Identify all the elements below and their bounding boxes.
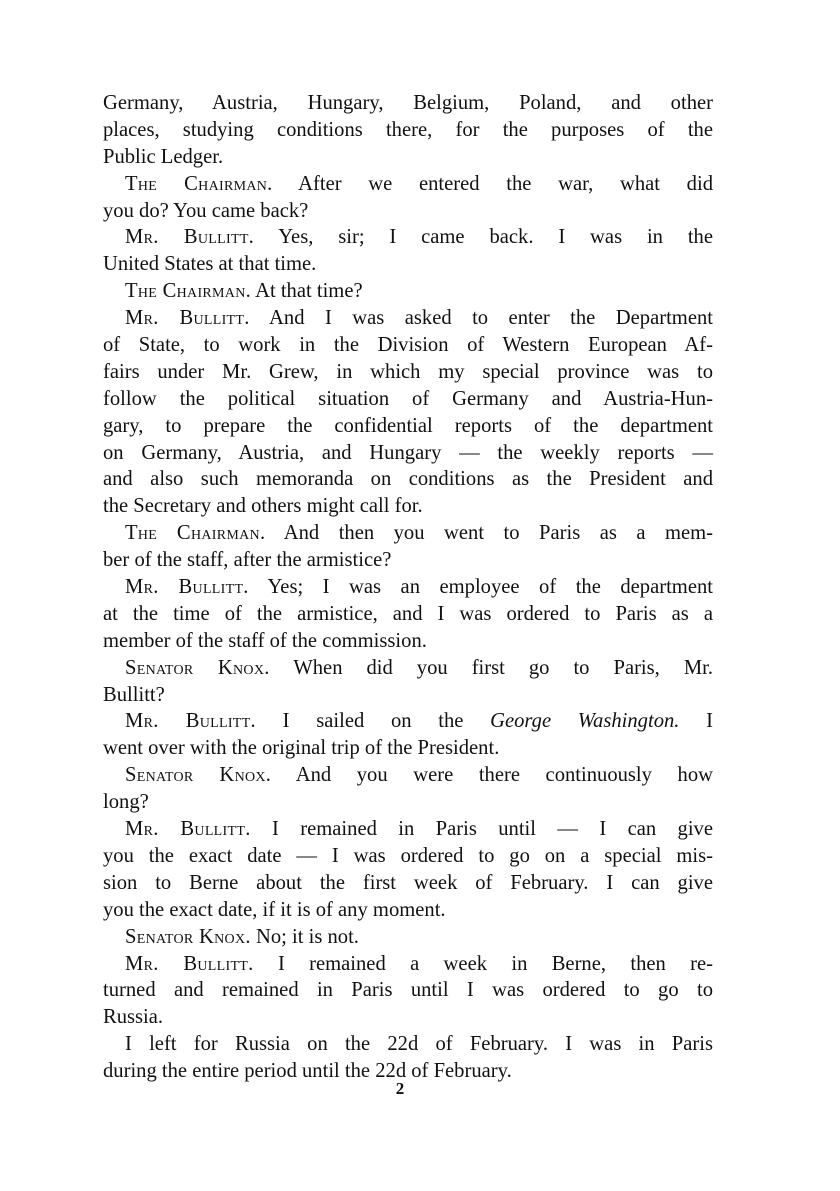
speaker-name: Senator Knox.	[125, 764, 272, 787]
speaker-name: Senator Knox.	[125, 656, 270, 679]
text-run: turned and remained in Paris until I was ordered to go to	[103, 979, 713, 1002]
text-run: And then you went to Paris as a mem-	[265, 522, 713, 545]
speaker-name: Mr. Bullitt.	[125, 307, 250, 330]
speaker-name: Mr. Bullitt.	[125, 952, 254, 975]
text-line	[103, 977, 713, 1004]
text-line	[103, 789, 713, 816]
text-run: you the exact date — I was ordered to go on a special mis-	[103, 844, 713, 867]
text-run: during the entire period until the 22d of February.	[103, 1060, 512, 1083]
text-line	[103, 1031, 713, 1058]
speaker-name: Mr. Bullitt.	[125, 818, 251, 841]
text-line	[103, 628, 713, 655]
text-run: you do? You came back?	[103, 199, 309, 222]
text-run: you the exact date, if it is of any moment.	[103, 898, 446, 921]
text-run: Public Ledger.	[103, 145, 224, 168]
text-run: I sailed on the	[255, 710, 491, 733]
text-run: I	[679, 710, 713, 733]
speaker-name: Mr. Bullitt.	[125, 226, 255, 249]
text-run: member of the staff of the commission.	[103, 629, 427, 652]
speaker-name: The Chairman.	[125, 522, 266, 545]
speaker-name: Mr. Bullitt.	[125, 710, 256, 733]
text-run: fairs under Mr. Grew, in which my special province was to	[103, 360, 713, 383]
ship-name: George Washington.	[490, 710, 680, 733]
text-line	[103, 843, 713, 870]
text-line	[103, 117, 713, 144]
text-line	[103, 547, 713, 574]
text-line	[103, 924, 713, 951]
text-run: Yes; I was an employee of the department	[248, 576, 713, 599]
body-text	[103, 90, 713, 1085]
text-run: Germany, Austria, Hungary, Belgium, Poland, and other	[103, 92, 713, 114]
text-run: I remained in Paris until — I can give	[250, 818, 713, 841]
text-line	[103, 762, 713, 789]
text-run: went over with the original trip of the President.	[103, 737, 500, 760]
text-run: follow the political situation of Germany and Austria-Hun-	[103, 387, 713, 410]
text-line	[103, 359, 713, 386]
text-run: Russia.	[103, 1006, 164, 1029]
text-run: places, studying conditions there, for the purposes of the	[103, 118, 713, 141]
text-run: United States at that time.	[103, 253, 317, 276]
text-run: After we entered the war, what did	[272, 172, 713, 195]
text-line	[103, 1004, 713, 1031]
page-number: 2	[395, 1079, 405, 1098]
text-line	[103, 951, 713, 978]
text-run: I left for Russia on the 22d of February. I was in Paris	[125, 1033, 713, 1056]
text-run: Bullitt?	[103, 683, 165, 706]
speaker-name: The Chairman.	[125, 172, 273, 195]
text-run: ber of the staff, after the armistice?	[103, 549, 392, 572]
text-line	[103, 816, 713, 843]
text-run: and also such memoranda on conditions as the President and	[103, 468, 713, 491]
text-line	[103, 870, 713, 897]
text-line	[103, 171, 713, 198]
text-line	[103, 386, 713, 413]
text-run: And I was asked to enter the Department	[249, 307, 713, 330]
text-line	[103, 440, 713, 467]
text-run: When did you first go to Paris, Mr.	[269, 656, 714, 679]
text-run: sion to Berne about the first week of February. I can give	[103, 871, 713, 894]
text-line	[103, 682, 713, 709]
text-run: I remained a week in Berne, then re-	[253, 952, 713, 975]
text-line	[103, 466, 713, 493]
text-run: long?	[103, 791, 149, 814]
text-line	[103, 224, 713, 251]
text-line	[103, 520, 713, 547]
speaker-name: The Chairman.	[125, 280, 252, 303]
text-run: At that time?	[251, 280, 363, 303]
speaker-name: Mr. Bullitt.	[125, 576, 249, 599]
text-line	[103, 144, 713, 171]
text-line	[103, 601, 713, 628]
speaker-name: Senator Knox.	[125, 925, 251, 948]
text-line	[103, 735, 713, 762]
text-run: gary, to prepare the confidential reports of the department	[103, 414, 713, 437]
text-line	[103, 708, 713, 735]
text-line	[103, 493, 713, 520]
text-line	[103, 332, 713, 359]
text-line	[103, 251, 713, 278]
text-run: the Secretary and others might call for.	[103, 495, 423, 518]
text-line	[103, 655, 713, 682]
text-run: on Germany, Austria, and Hungary — the weekly reports —	[103, 441, 713, 464]
text-line	[103, 90, 713, 117]
text-line	[103, 574, 713, 601]
text-line	[103, 305, 713, 332]
text-line	[103, 897, 713, 924]
text-line	[103, 278, 713, 305]
text-run: And you were there continuously how	[271, 764, 713, 787]
text-run: of State, to work in the Division of Western European Af-	[103, 334, 713, 357]
text-run: at the time of the armistice, and I was ordered to Paris as a	[103, 602, 713, 625]
text-line	[103, 413, 713, 440]
text-line	[103, 198, 713, 225]
text-run: No; it is not.	[250, 925, 359, 948]
text-run: Yes, sir; I came back. I was in the	[254, 226, 713, 249]
